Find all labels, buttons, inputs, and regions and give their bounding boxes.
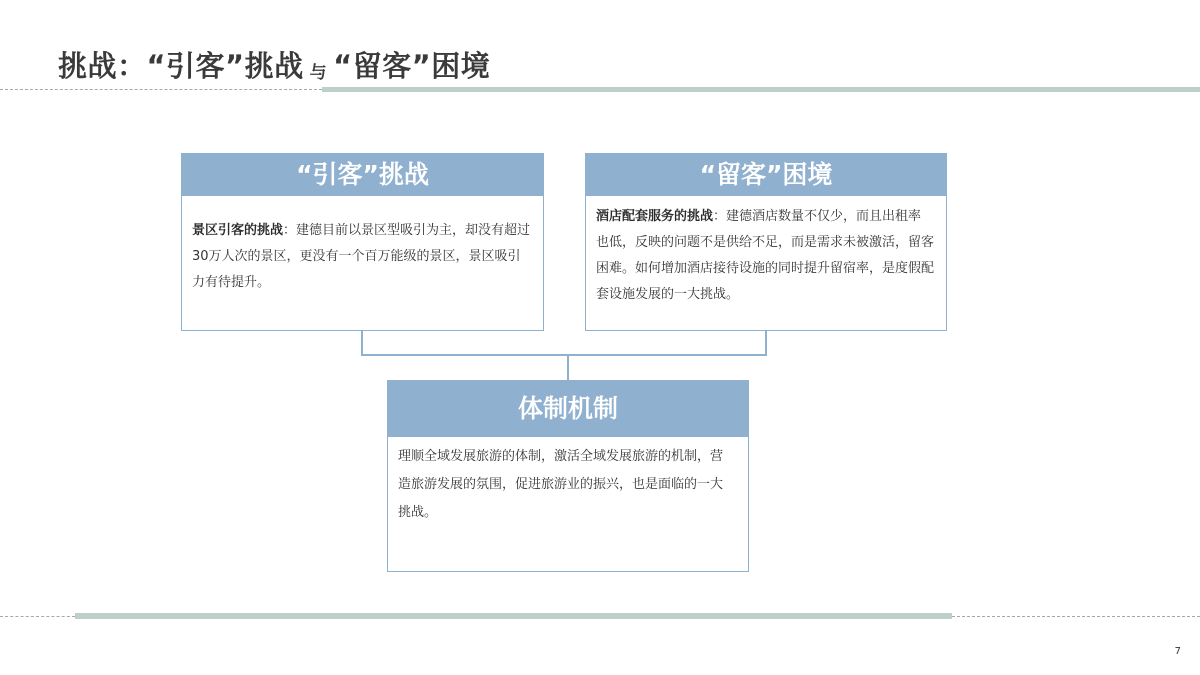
attract-challenge-body [182, 196, 543, 296]
system-mechanism-header: 体制机制 [388, 381, 748, 437]
title-part2: “留客”困境 [333, 49, 491, 83]
connector-right-drop [765, 331, 767, 355]
title-connector: 与 [309, 63, 328, 83]
attract-challenge-text: 建德目前以景区型吸引为主，却没有超过30万人次的景区，更没有一个百万能级的景区，景区吸引力有待提升。 [192, 223, 531, 290]
footer-dashed-rule-left [0, 616, 75, 617]
header-dashed-rule [0, 89, 322, 90]
attract-challenge-separator: ： [283, 223, 297, 238]
connector-horizontal [361, 354, 767, 356]
system-mechanism-text: 理顺全域发展旅游的体制，激活全域发展旅游的机制，营造旅游发展的氛围，促进旅游业的振兴，也是面临的一大挑战。 [398, 449, 724, 520]
retain-challenge-text: 建德酒店数量不仅少，而且出租率也低，反映的问题不是供给不足，而是需求未被激活，留客困难。如何增加酒店接待设施的同时提升留宿率，是度假配套设施发展的一大挑战。 [596, 209, 935, 302]
footer-accent-bar [75, 613, 952, 619]
connector-center-drop [567, 354, 569, 380]
attract-challenge-box [181, 153, 544, 331]
retain-challenge-label: 酒店配套服务的挑战 [596, 209, 714, 224]
system-mechanism-body [388, 437, 748, 527]
footer-dashed-rule-right [952, 616, 1200, 617]
retain-challenge-separator: ： [713, 209, 727, 224]
system-mechanism-box [387, 380, 749, 572]
attract-challenge-label: 景区引客的挑战 [192, 223, 284, 238]
retain-challenge-box [585, 153, 947, 331]
attract-challenge-header: “引客”挑战 [182, 154, 543, 196]
header-accent-bar [322, 87, 1200, 92]
connector-left-drop [361, 331, 363, 355]
page-number: 7 [1174, 646, 1181, 657]
retain-challenge-header: “留客”困境 [586, 154, 946, 196]
slide-title [58, 44, 490, 85]
retain-challenge-body [586, 196, 946, 308]
title-part1: 挑战：“引客”挑战 [58, 49, 304, 83]
